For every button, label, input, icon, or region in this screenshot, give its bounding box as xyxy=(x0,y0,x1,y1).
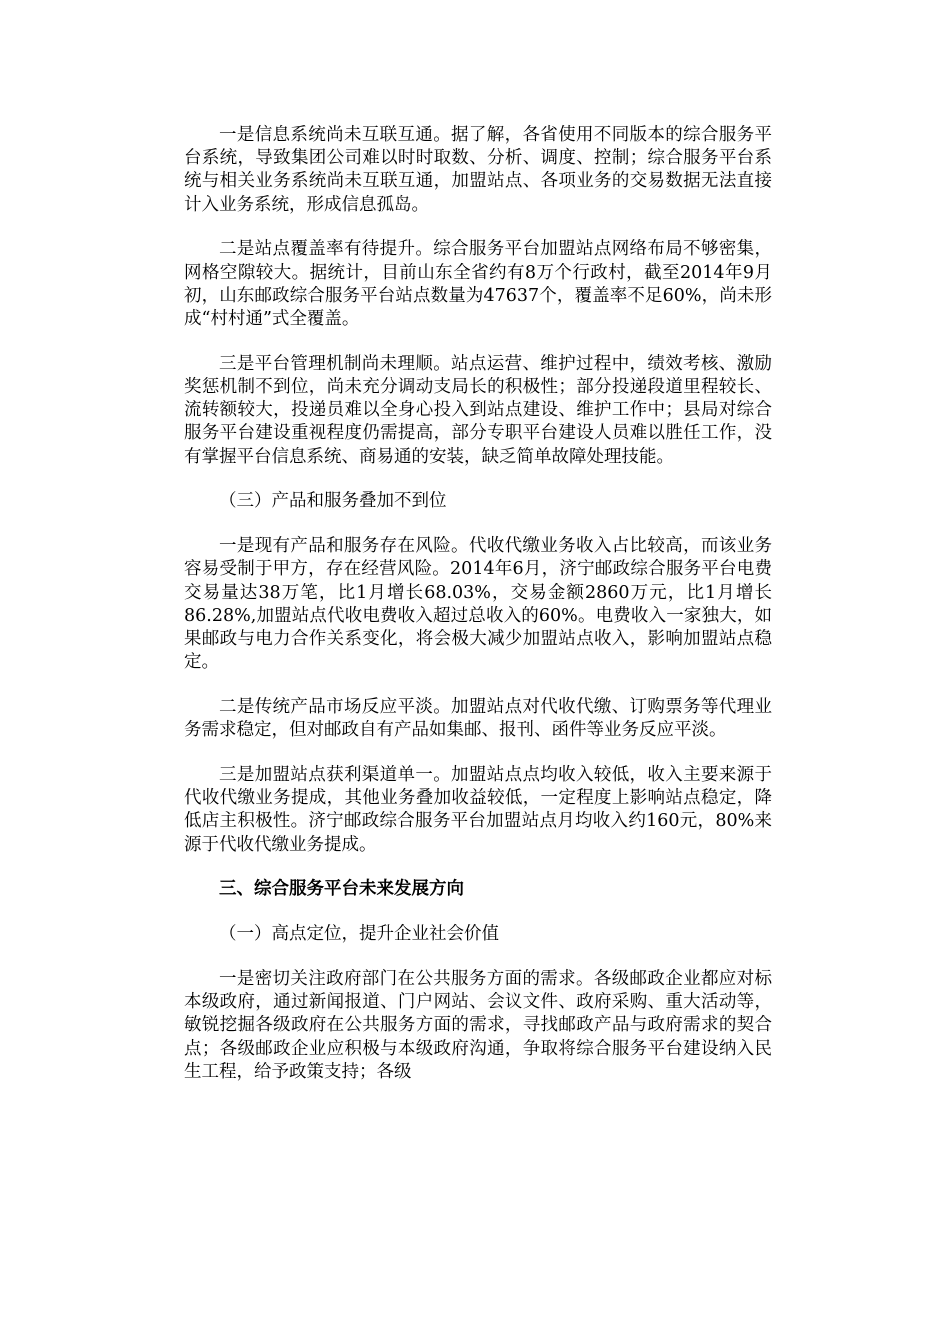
paragraph-profit-channels: 三是加盟站点获利渠道单一。加盟站点点均收入较低，收入主要来源于代收代缴业务提成，其他业务叠加收益较低，一定程度上影响站点稳定，降低店主积极性。济宁邮政综合服务平台加盟站点月均收入约160元，80%来源于代收代缴业务提成。 xyxy=(184,765,772,855)
subheading-products-services: （三）产品和服务叠加不到位 xyxy=(219,491,447,512)
paragraph-site-coverage: 二是站点覆盖率有待提升。综合服务平台加盟站点网络布局不够密集，网格空隙较大。据统计，目前山东全省约有8万个行政村，截至2014年9月初，山东邮政综合服务平台站点数量为47637个，覆盖率不足60%，尚未形成“村村通”式全覆盖。 xyxy=(184,239,772,330)
paragraph-traditional-products: 二是传统产品市场反应平淡。加盟站点对代收代缴、订购票务等代理业务需求稳定，但对邮政自有产品如集邮、报刊、函件等业务反应平淡。 xyxy=(184,697,772,741)
paragraph-product-risk: 一是现有产品和服务存在风险。代收代缴业务收入占比较高，而该业务容易受制于甲方，存在经营风险。2014年6月，济宁邮政综合服务平台电费交易量达38万笔，比1月增长68.03%，交易金额2860万元，比1月增长86.28%,加盟站点代收电费收入超过总收入的60%。电费收入一家独大，如果邮政与电力合作关系变化，将会极大减少加盟站点收入，影响加盟站点稳定。 xyxy=(184,536,772,673)
subheading-high-positioning: （一）高点定位，提升企业社会价值 xyxy=(219,924,499,945)
paragraph-government-needs: 一是密切关注政府部门在公共服务方面的需求。各级邮政企业都应对标本级政府，通过新闻报道、门户网站、会议文件、政府采购、重大活动等，敏锐挖掘各级政府在公共服务方面的需求，寻找邮政产品与政府需求的契合点；各级邮政企业应积极与本级政府沟通，争取将综合服务平台建设纳入民生工程，给予政策支持；各级 xyxy=(184,969,772,1082)
document-page xyxy=(184,124,772,1084)
section-heading-future-direction: 三、综合服务平台未来发展方向 xyxy=(219,879,464,900)
paragraph-info-system: 一是信息系统尚未互联互通。据了解，各省使用不同版本的综合服务平台系统，导致集团公司难以时时取数、分析、调度、控制；综合服务平台系统与相关业务系统尚未互联互通，加盟站点、各项业务的交易数据无法直接计入业务系统，形成信息孤岛。 xyxy=(184,125,772,215)
paragraph-management-mechanism: 三是平台管理机制尚未理顺。站点运营、维护过程中，绩效考核、激励奖惩机制不到位，尚未充分调动支局长的积极性；部分投递段道里程较长、流转额较大，投递员难以全身心投入到站点建设、维护工作中；县局对综合服务平台建设重视程度仍需提高，部分专职平台建设人员难以胜任工作，没有掌握平台信息系统、商易通的安装，缺乏简单故障处理技能。 xyxy=(184,353,772,467)
